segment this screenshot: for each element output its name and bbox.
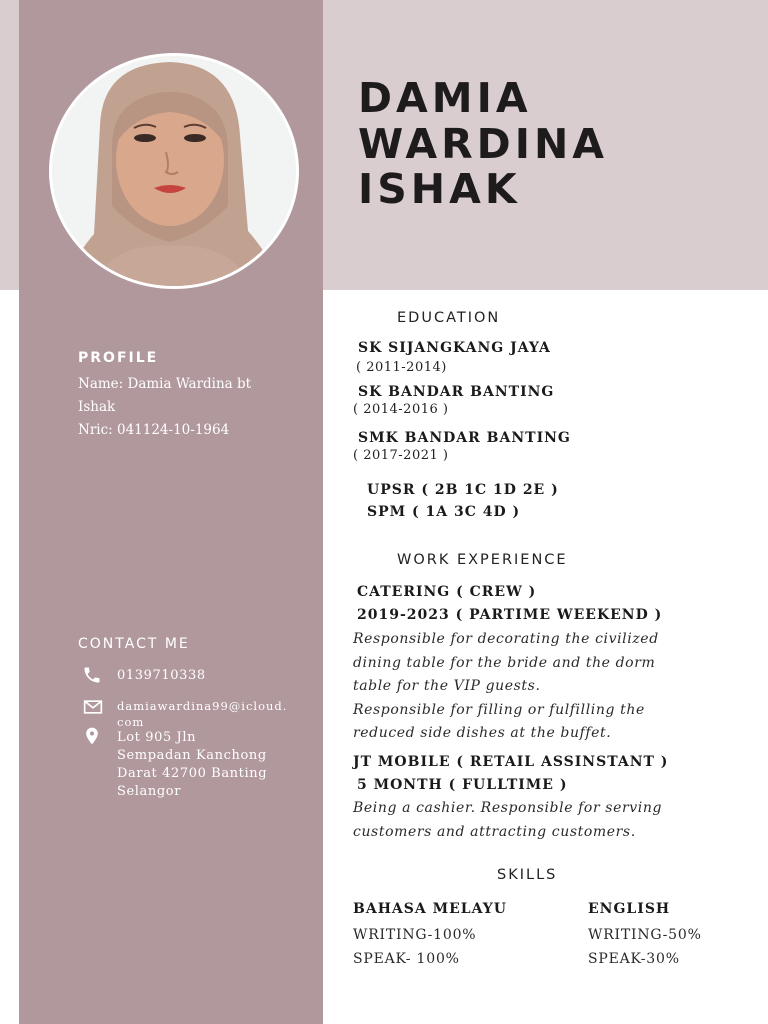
school-1-years: ( 2011-2014): [356, 360, 447, 375]
job-1-period: 2019-2023 ( PARTIME WEEKEND ): [357, 607, 663, 623]
contact-address: [117, 729, 267, 801]
contact-email-line2: com: [117, 715, 145, 729]
address-line-2: Sempadan Kanchong: [117, 748, 267, 763]
job-1-desc-line-1: Responsible for decorating the civilized: [353, 631, 659, 647]
profile-nric: Nric: 041124-10-1964: [78, 422, 230, 438]
contact-phone: 0139710338: [117, 668, 206, 683]
location-icon: [82, 726, 102, 746]
contact-email-line1: damiawardina99@icloud.: [117, 699, 288, 713]
job-2-description: [353, 797, 713, 844]
name-line-1: DAMIA: [358, 74, 532, 122]
skill-1-name: BAHASA MELAYU: [353, 901, 508, 917]
profile-name-cont: Ishak: [78, 399, 116, 415]
profile-name: Name: Damia Wardina bt: [78, 376, 252, 392]
school-2-years: ( 2014-2016 ): [353, 402, 449, 417]
job-2-desc-line-2: customers and attracting customers.: [353, 823, 636, 840]
skill-2-writing: WRITING-50%: [588, 927, 702, 943]
contact-email: [117, 698, 287, 730]
job-1-desc-line-2: dining table for the bride and the dorm: [353, 654, 656, 671]
phone-icon: [82, 665, 102, 685]
profile-heading: PROFILE: [78, 350, 159, 366]
skills-heading: SKILLS: [497, 867, 558, 883]
skill-2-speak: SPEAK-30%: [588, 951, 680, 967]
job-2-period: 5 MONTH ( FULLTIME ): [357, 777, 568, 793]
school-3-years: ( 2017-2021 ): [353, 448, 449, 463]
work-heading: WORK EXPERIENCE: [397, 552, 568, 568]
address-line-4: Selangor: [117, 784, 182, 799]
name-line-3: ISHAK: [358, 165, 521, 213]
contact-heading: CONTACT ME: [78, 636, 190, 652]
job-2-desc-line-1: Being a cashier. Responsible for serving: [353, 800, 663, 816]
skill-2-name: ENGLISH: [588, 901, 671, 917]
portrait-photo-icon: [52, 56, 296, 286]
skill-1-speak: SPEAK- 100%: [353, 951, 460, 967]
education-heading: EDUCATION: [397, 310, 501, 326]
address-line-3: Darat 42700 Banting: [117, 766, 268, 781]
job-1-desc-line-3: table for the VIP guests.: [353, 678, 541, 695]
job-1-title: CATERING ( CREW ): [357, 584, 537, 600]
name-line-2: WARDINA: [358, 120, 609, 168]
profile-photo: [49, 53, 299, 289]
address-line-1: Lot 905 Jln: [117, 730, 197, 745]
job-2-title: JT MOBILE ( RETAIL ASSINSTANT ): [353, 754, 669, 770]
skill-1-writing: WRITING-100%: [353, 927, 477, 943]
job-1-desc-line-4: Responsible for filling or fulfilling the: [353, 701, 645, 718]
job-1-desc-line-5: reduced side dishes at the buffet.: [353, 725, 612, 742]
result-spm: SPM ( 1A 3C 4D ): [367, 504, 521, 520]
school-3-name: SMK BANDAR BANTING: [358, 430, 571, 446]
result-upsr: UPSR ( 2B 1C 1D 2E ): [367, 482, 559, 498]
school-1-name: SK SIJANGKANG JAYA: [358, 340, 551, 356]
email-icon: [82, 697, 104, 717]
job-1-description: [353, 628, 713, 746]
school-2-name: SK BANDAR BANTING: [358, 384, 555, 400]
